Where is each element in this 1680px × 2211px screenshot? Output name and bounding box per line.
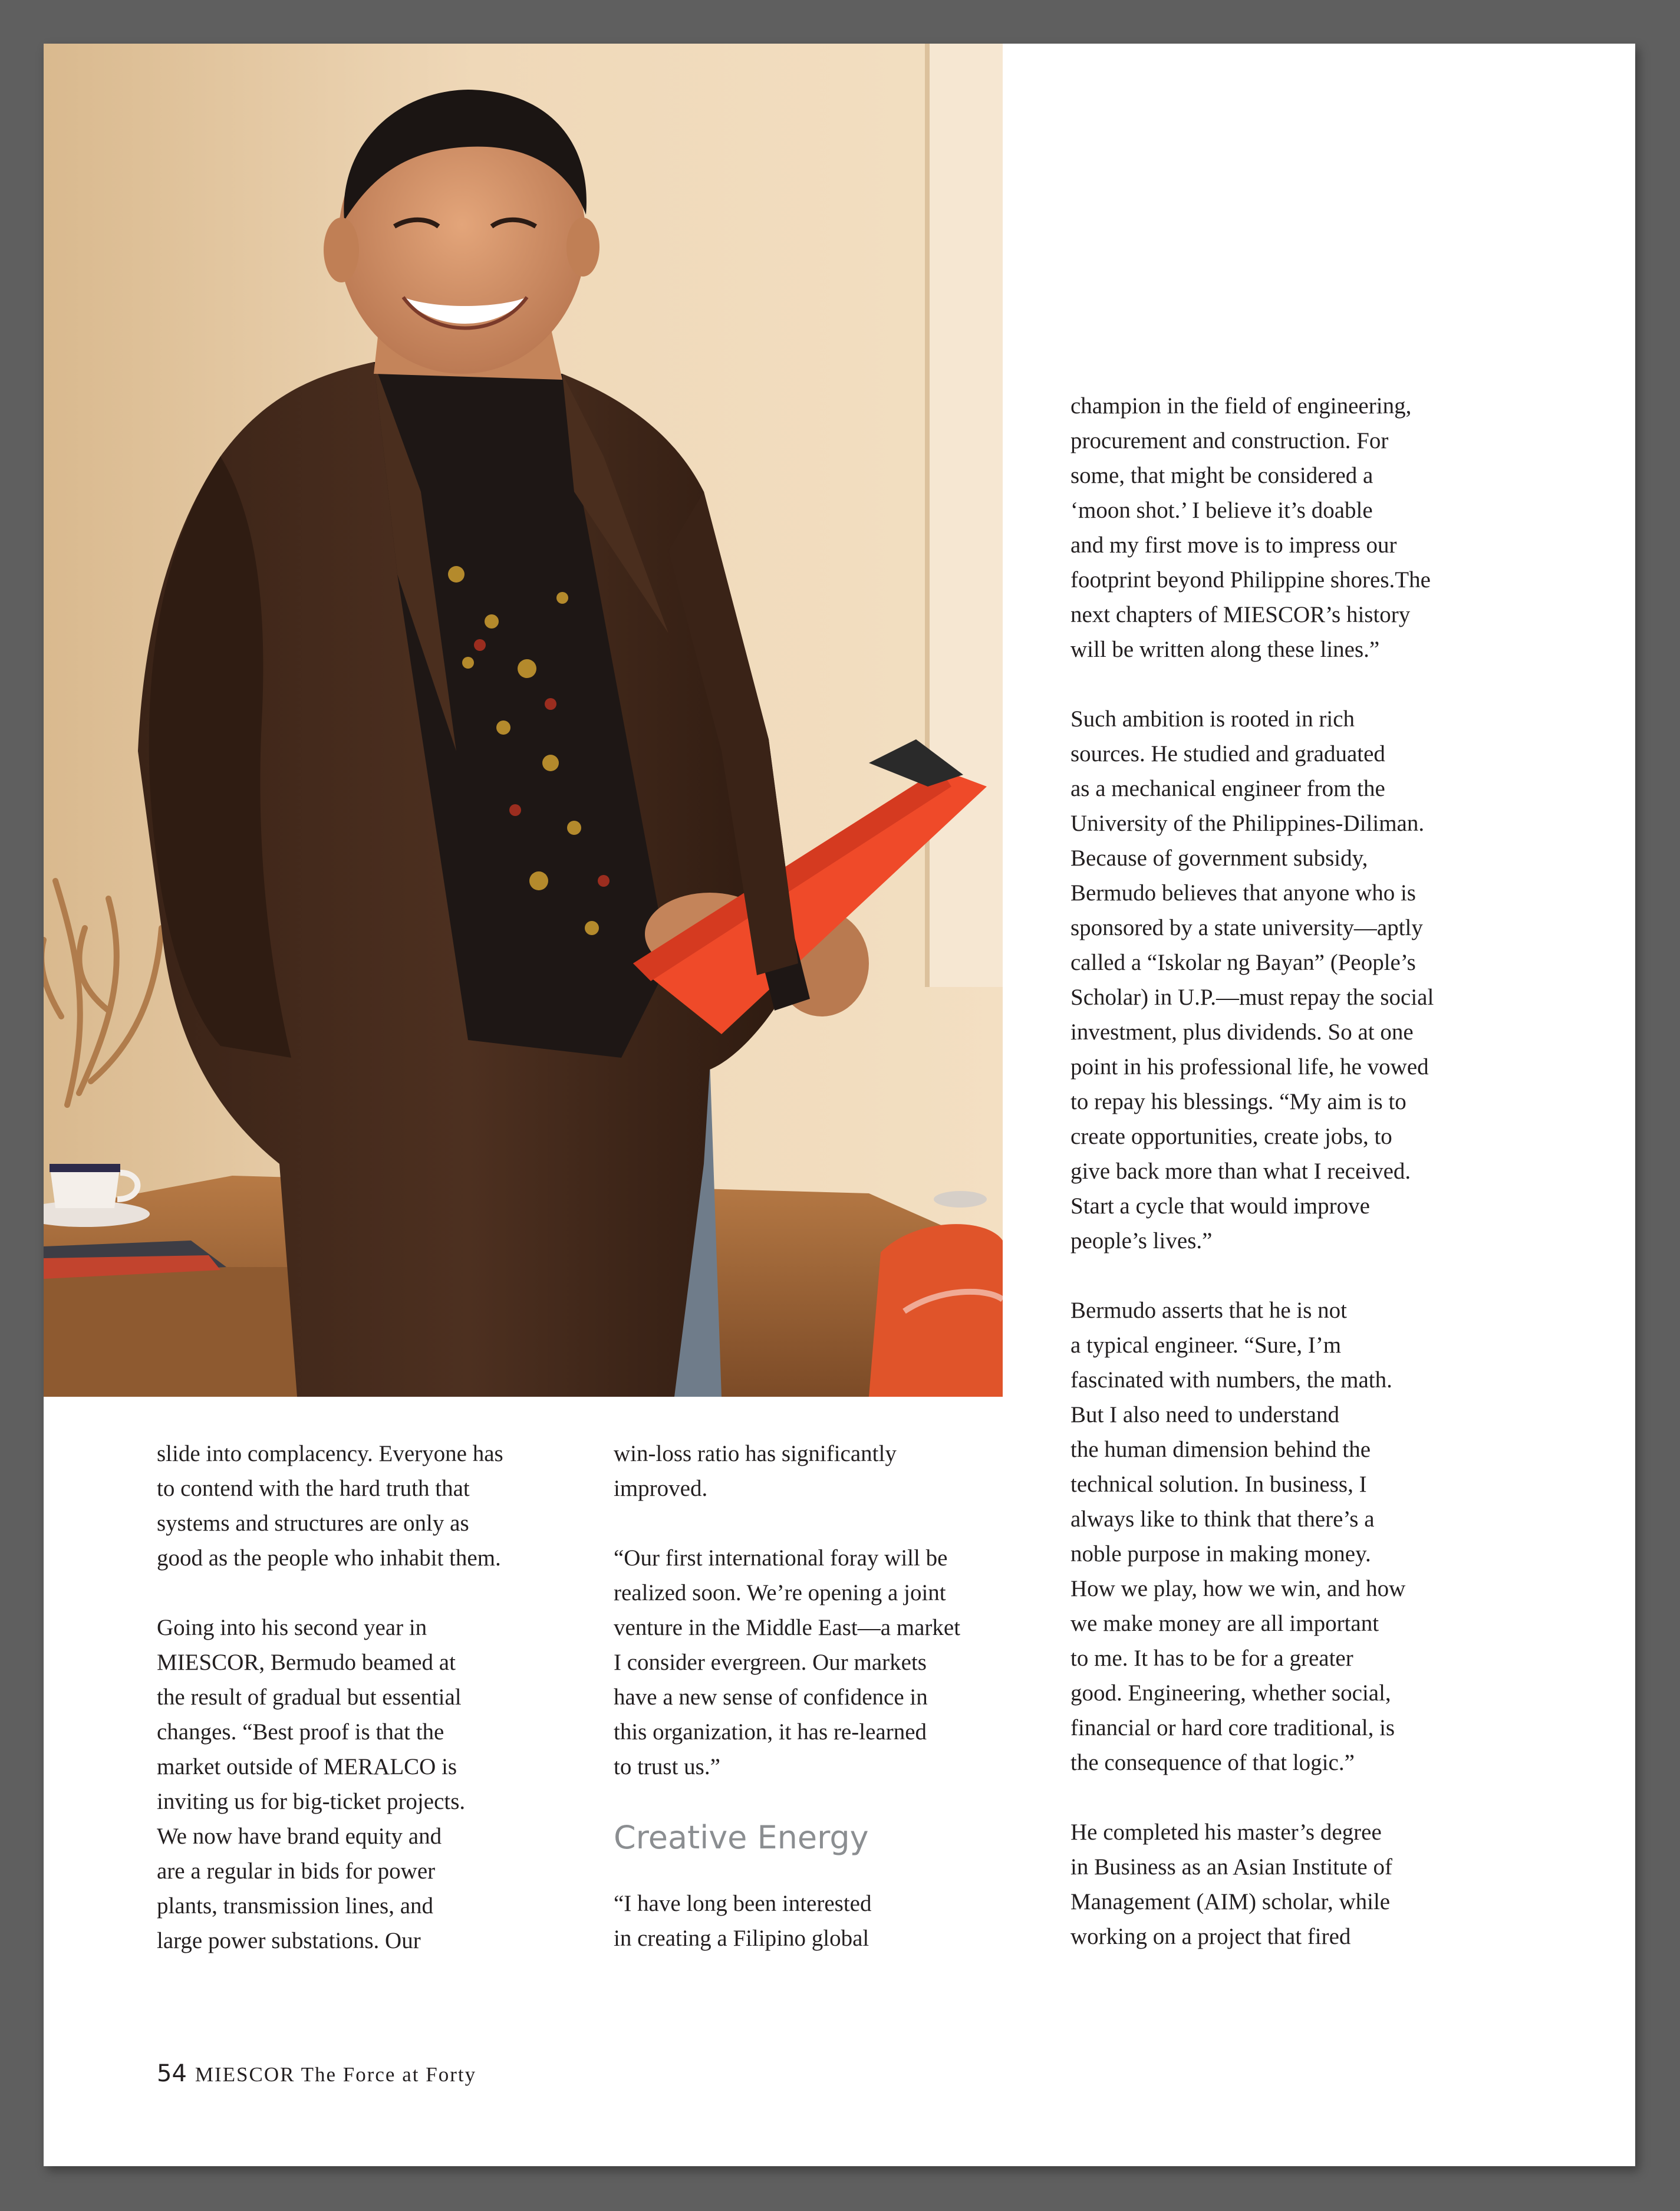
text-line: a typical engineer. “Sure, I’m <box>1070 1332 1342 1358</box>
text-line: as a mechanical engineer from the <box>1070 776 1385 801</box>
text-line: in creating a Filipino global <box>614 1926 869 1951</box>
magazine-page <box>44 44 1635 2166</box>
text-line: financial or hard core traditional, is <box>1070 1715 1395 1740</box>
text-line: I consider evergreen. Our markets <box>614 1650 927 1675</box>
text-line: are a regular in bids for power <box>157 1858 436 1884</box>
text-column-2 <box>614 1436 1026 1956</box>
text-line: some, that might be considered a <box>1070 463 1373 488</box>
paragraph <box>614 1886 1026 1956</box>
text-line: “Our first international foray will be <box>614 1545 948 1571</box>
text-line: the human dimension behind the <box>1070 1437 1371 1462</box>
text-line: inviting us for big-ticket projects. <box>157 1789 466 1814</box>
text-line: people’s lives.” <box>1070 1228 1213 1253</box>
paragraph <box>614 1541 1026 1784</box>
text-line: We now have brand equity and <box>157 1824 442 1849</box>
text-line: to me. It has to be for a greater <box>1070 1646 1353 1671</box>
text-line: good as the people who inhabit them. <box>157 1545 501 1571</box>
portrait-photo <box>44 44 1003 1397</box>
text-line: noble purpose in making money. <box>1070 1541 1371 1567</box>
text-line: champion in the field of engineering, <box>1070 393 1412 419</box>
text-line: Such ambition is rooted in rich <box>1070 706 1355 732</box>
text-line: Going into his second year in <box>157 1615 427 1640</box>
text-line: changes. “Best proof is that the <box>157 1719 444 1745</box>
text-line: ‘moon shot.’ I believe it’s doable <box>1070 498 1373 523</box>
text-line: to trust us.” <box>614 1754 720 1779</box>
text-line: improved. <box>614 1476 708 1501</box>
text-line: He completed his master’s degree <box>1070 1820 1382 1845</box>
text-line: win-loss ratio has significantly <box>614 1441 897 1466</box>
section-heading: Creative Energy <box>614 1819 869 1856</box>
text-line: technical solution. In business, I <box>1070 1472 1367 1497</box>
text-line: slide into complacency. Everyone has <box>157 1441 503 1466</box>
text-line: to repay his blessings. “My aim is to <box>1070 1089 1406 1114</box>
page-footer <box>157 2060 476 2087</box>
text-line: realized soon. We’re opening a joint <box>614 1580 946 1605</box>
text-line: give back more than what I received. <box>1070 1159 1411 1184</box>
text-line: in Business as an Asian Institute of <box>1070 1854 1392 1880</box>
text-line: How we play, how we win, and how <box>1070 1576 1406 1601</box>
text-line: MIESCOR, Bermudo beamed at <box>157 1650 456 1675</box>
text-line: sources. He studied and graduated <box>1070 741 1385 766</box>
text-line: But I also need to understand <box>1070 1402 1339 1427</box>
text-line: University of the Philippines-Diliman. <box>1070 811 1425 836</box>
text-line: Bermudo believes that anyone who is <box>1070 880 1416 906</box>
text-line: next chapters of MIESCOR’s history <box>1070 602 1411 627</box>
publication-title: MIESCOR The Force at Forty <box>195 2063 477 2086</box>
text-line: will be written along these lines.” <box>1070 637 1380 662</box>
text-line: Scholar) in U.P.—must repay the social <box>1070 985 1434 1010</box>
text-line: Management (AIM) scholar, while <box>1070 1889 1391 1914</box>
page-number: 54 <box>157 2060 187 2087</box>
text-line: procurement and construction. For <box>1070 428 1389 453</box>
paragraph <box>157 1436 569 1575</box>
text-line: fascinated with numbers, the math. <box>1070 1367 1392 1393</box>
text-line: Because of government subsidy, <box>1070 845 1368 871</box>
text-line: venture in the Middle East—a market <box>614 1615 961 1640</box>
text-line: plants, transmission lines, and <box>157 1893 434 1919</box>
paragraph <box>1070 702 1483 1258</box>
text-line: the consequence of that logic.” <box>1070 1750 1355 1775</box>
text-line: good. Engineering, whether social, <box>1070 1680 1391 1706</box>
text-line: this organization, it has re-learned <box>614 1719 927 1745</box>
text-line: large power substations. Our <box>157 1928 421 1953</box>
text-column-1 <box>157 1436 569 1958</box>
text-line: investment, plus dividends. So at one <box>1070 1019 1414 1045</box>
paragraph <box>1070 1815 1483 1954</box>
paragraph <box>614 1436 1026 1506</box>
text-line: called a “Iskolar ng Bayan” (People’s <box>1070 950 1416 975</box>
text-line: we make money are all important <box>1070 1611 1379 1636</box>
paragraph <box>1070 1293 1483 1780</box>
text-line: working on a project that fired <box>1070 1924 1351 1949</box>
text-line: sponsored by a state university—aptly <box>1070 915 1423 940</box>
text-line: Start a cycle that would improve <box>1070 1193 1370 1219</box>
text-line: systems and structures are only as <box>157 1511 469 1536</box>
text-line: to contend with the hard truth that <box>157 1476 470 1501</box>
text-line: “I have long been interested <box>614 1891 872 1916</box>
text-line: market outside of MERALCO is <box>157 1754 457 1779</box>
text-line: Bermudo asserts that he is not <box>1070 1298 1348 1323</box>
paragraph <box>1070 389 1483 667</box>
text-line: the result of gradual but essential <box>157 1684 462 1710</box>
portrait-illustration <box>44 44 1003 1397</box>
paragraph <box>157 1610 569 1958</box>
text-line: point in his professional life, he vowed <box>1070 1054 1429 1080</box>
text-line: and my first move is to impress our <box>1070 532 1397 558</box>
text-line: have a new sense of confidence in <box>614 1684 928 1710</box>
text-line: footprint beyond Philippine shores.The <box>1070 567 1431 593</box>
text-line: create opportunities, create jobs, to <box>1070 1124 1392 1149</box>
text-line: always like to think that there’s a <box>1070 1506 1375 1532</box>
text-column-3 <box>1070 389 1483 1954</box>
